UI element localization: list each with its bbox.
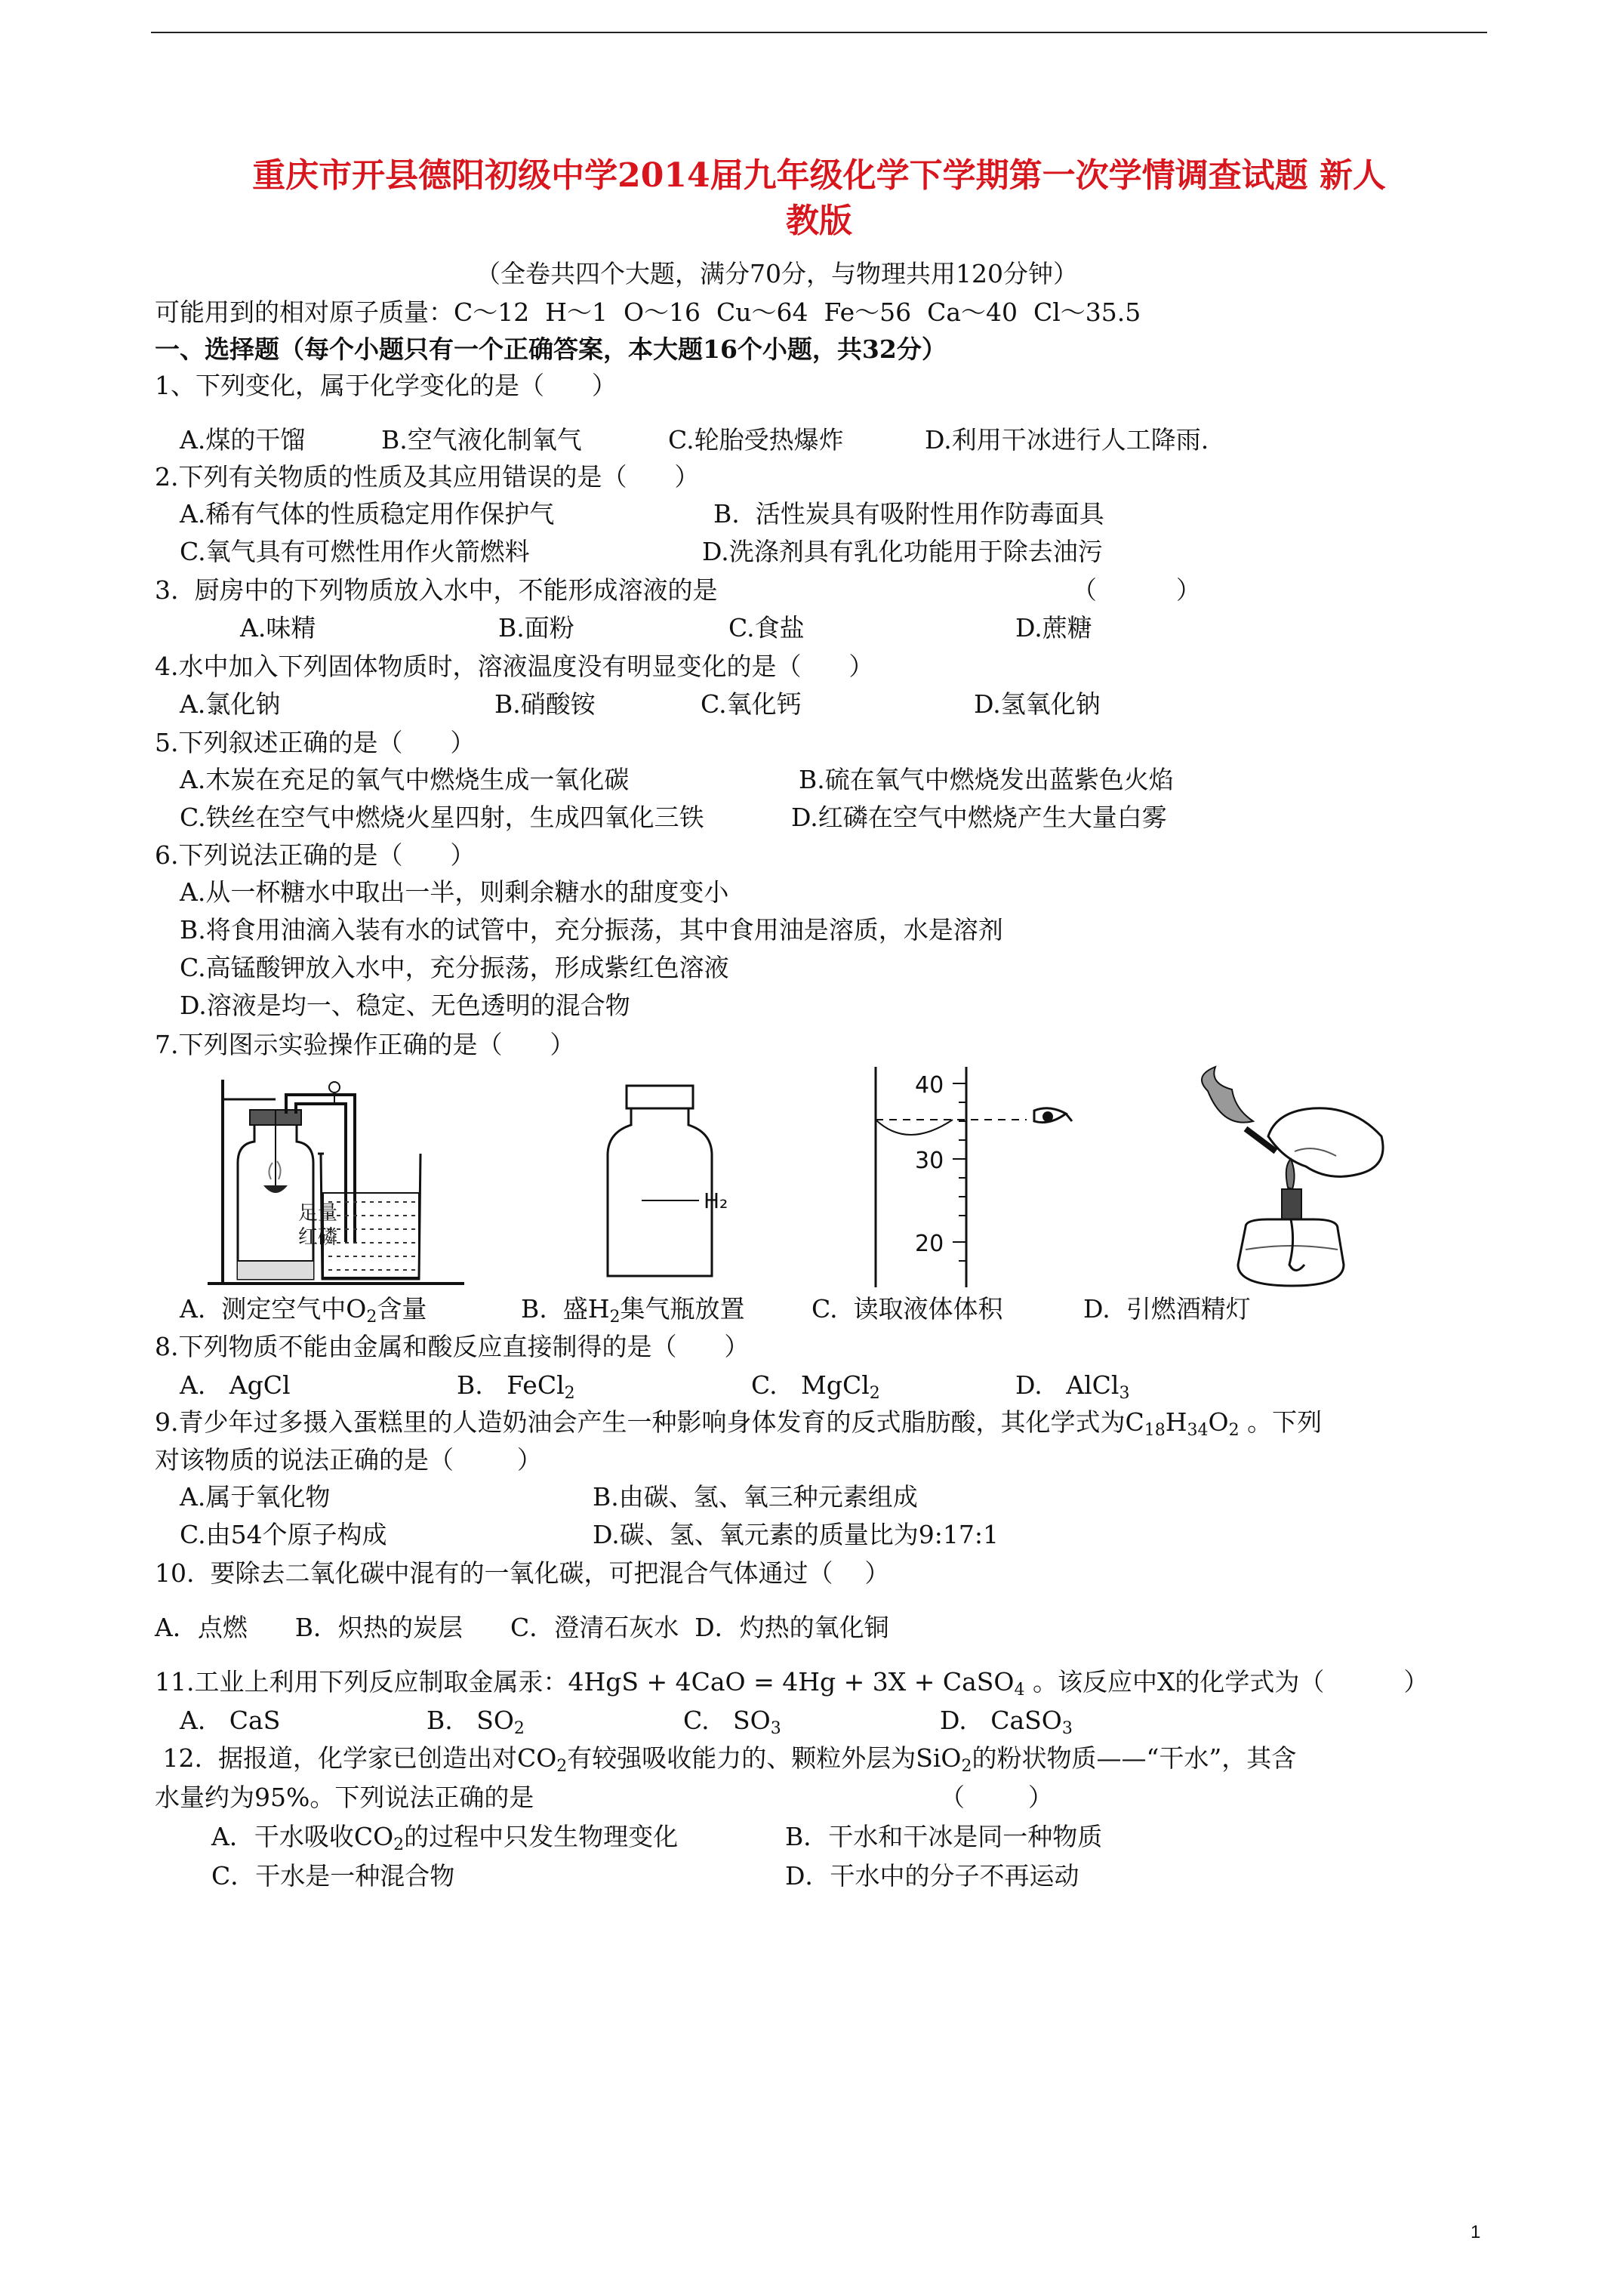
q3-option-b: B.面粉	[498, 613, 574, 643]
q9-option-d: D.碳、氢、氧元素的质量比为9:17:1	[593, 1520, 999, 1549]
q5-option-d: D.红磷在空气中燃烧产生大量白雾	[791, 803, 1167, 832]
q8-option-d: D. AlCl$_3$	[1015, 1370, 1130, 1403]
q2-option-d: D.洗涤剂具有乳化功能用于除去油污	[702, 537, 1103, 566]
q7-option-a: A. 测定空气中$O_2$含量	[180, 1294, 427, 1327]
q1-option-a: A.煤的干馏	[180, 425, 306, 455]
q11-option-b: B. $SO_2$	[427, 1706, 525, 1738]
fig-c-tick-20: 20	[915, 1231, 944, 1257]
atomic-masses: 可能用到的相对原子质量：C～12 H～1 O～16 Cu～64 Fe～56 Ca～40 Cl～35.5	[155, 297, 1141, 327]
fig-c-tick-30: 30	[915, 1148, 944, 1174]
q5-option-a: A.木炭在充足的氧气中燃烧生成一氧化碳	[180, 765, 630, 794]
exam-title-line2: 教版	[786, 202, 852, 240]
q7-option-d: D. 引燃酒精灯	[1083, 1294, 1251, 1324]
section-heading: 一、选择题（每个小题只有一个正确答案，本大题16个小题，共32分）	[155, 334, 947, 364]
q12-option-c: C．干水是一种混合物	[211, 1861, 455, 1891]
q4-option-a: A.氯化钠	[180, 689, 281, 719]
q9-option-b: B.由碳、氢、氧三种元素组成	[593, 1482, 918, 1512]
q3-option-a: A.味精	[240, 613, 316, 643]
q7-figure-d	[1163, 1061, 1412, 1295]
header-rule	[151, 32, 1487, 33]
q12-option-b: B．干水和干冰是同一种物质	[785, 1822, 1103, 1851]
q1-option-c: C.轮胎受热爆炸	[668, 425, 844, 455]
q1-option-d: D.利用干冰进行人工降雨.	[925, 425, 1209, 455]
q5-option-c: C.铁丝在空气中燃烧火星四射，生成四氧化三铁	[180, 803, 704, 832]
exam-title-line1: 重庆市开县德阳初级中学2014届九年级化学下学期第一次学情调查试题 新人	[252, 156, 1386, 195]
q3-stem: 3. 厨房中的下列物质放入水中，不能形成溶液的是	[155, 575, 718, 605]
q2-stem: 2.下列有关物质的性质及其应用错误的是（ ）	[155, 462, 700, 492]
q11-option-d: D. CaSO$_3$	[940, 1706, 1073, 1738]
q8-option-b: B. FeCl$_2$	[457, 1370, 575, 1403]
q7-option-c: C. 读取液体体积	[812, 1294, 1003, 1324]
q8-option-c: C. MgCl$_2$	[751, 1370, 880, 1403]
q6-option-d: D.溶液是均一、稳定、无色透明的混合物	[180, 991, 630, 1020]
q2-option-a: A.稀有气体的性质稳定用作保护气	[180, 499, 555, 529]
q12-stem-cont: 水量约为95%。下列说法正确的是	[155, 1783, 534, 1812]
q7-figure-c	[868, 1061, 1095, 1295]
q8-option-a: A. AgCl	[180, 1370, 291, 1400]
q11-stem: 11.工业上利用下列反应制取金属汞：4HgS + 4CaO = 4Hg + 3X + CaSO$_4$ 。该反应中X的化学式为（ ）	[155, 1667, 1429, 1700]
q9-option-c: C.由54个原子构成	[180, 1520, 387, 1549]
q8-stem: 8.下列物质不能由金属和酸反应直接制得的是（ ）	[155, 1332, 750, 1361]
q3-option-c: C.食盐	[728, 613, 805, 643]
q12-option-d: D．干水中的分子不再运动	[785, 1861, 1079, 1891]
q9-stem: 9.青少年过多摄入蛋糕里的人造奶油会产生一种影响身体发育的反式脂肪酸，其化学式为$C_{18}H_{34}O_2$ 。下列	[155, 1407, 1323, 1440]
q11-option-a: A. CaS	[180, 1706, 281, 1735]
fig-a-label-1: 足量	[298, 1202, 338, 1225]
q7-option-b: B. 盛$H_2$集气瓶放置	[521, 1294, 745, 1327]
q12-option-a: A．干水吸收$CO_2$的过程中只发生物理变化	[211, 1822, 679, 1854]
fig-b-label: H₂	[704, 1188, 728, 1213]
q9-option-a: A.属于氧化物	[180, 1482, 331, 1512]
q10-options: A．点燃 B．炽热的炭层 C．澄清石灰水 D．灼热的氧化铜	[155, 1613, 889, 1642]
q4-stem: 4.水中加入下列固体物质时，溶液温度没有明显变化的是（ ）	[155, 652, 874, 681]
q3-paren: （ ）	[1072, 575, 1201, 605]
q5-stem: 5.下列叙述正确的是（ ）	[155, 728, 476, 757]
q9-stem-cont: 对该物质的说法正确的是（ ）	[155, 1445, 542, 1475]
exam-note: （全卷共四个大题，满分70分，与物理共用120分钟）	[476, 259, 1078, 288]
q6-option-c: C.高锰酸钾放入水中，充分振荡，形成紫红色溶液	[180, 953, 729, 982]
q1-stem: 1、下列变化，属于化学变化的是（ ）	[155, 371, 617, 400]
fig-a-label-2: 红磷	[298, 1226, 338, 1249]
q6-option-b: B.将食用油滴入装有水的试管中，充分振荡，其中食用油是溶质，水是溶剂	[180, 915, 1003, 945]
q7-figure-b	[589, 1072, 770, 1291]
q12-paren: （ ）	[940, 1783, 1053, 1812]
q2-option-b: B. 活性炭具有吸附性用作防毒面具	[713, 499, 1104, 529]
q7-figure-a	[208, 1072, 479, 1291]
q12-stem: 12. 据报道，化学家已创造出对$CO_2$有较强吸收能力的、颗粒外层为SiO$_2$的粉状物质——“干水”，其含	[155, 1743, 1297, 1776]
q6-stem: 6.下列说法正确的是（ ）	[155, 840, 476, 870]
q4-option-c: C.氧化钙	[701, 689, 802, 719]
q5-option-b: B.硫在氧气中燃烧发出蓝紫色火焰	[799, 765, 1174, 794]
q1-option-b: B.空气液化制氧气	[381, 425, 582, 455]
q10-stem: 10. 要除去二氧化碳中混有的一氧化碳，可把混合气体通过（ ）	[155, 1558, 890, 1588]
q7-stem: 7.下列图示实验操作正确的是（ ）	[155, 1030, 575, 1059]
q3-option-d: D.蔗糖	[1015, 613, 1092, 643]
page-number: 1	[1471, 2222, 1481, 2242]
q11-option-c: C. $SO_3$	[683, 1706, 781, 1738]
fig-c-tick-40: 40	[915, 1072, 944, 1099]
q6-option-a: A.从一杯糖水中取出一半，则剩余糖水的甜度变小	[180, 877, 729, 907]
q2-option-c: C.氧气具有可燃性用作火箭燃料	[180, 537, 530, 566]
q4-option-b: B.硝酸铵	[494, 689, 596, 719]
q4-option-d: D.氢氧化钠	[974, 689, 1101, 719]
